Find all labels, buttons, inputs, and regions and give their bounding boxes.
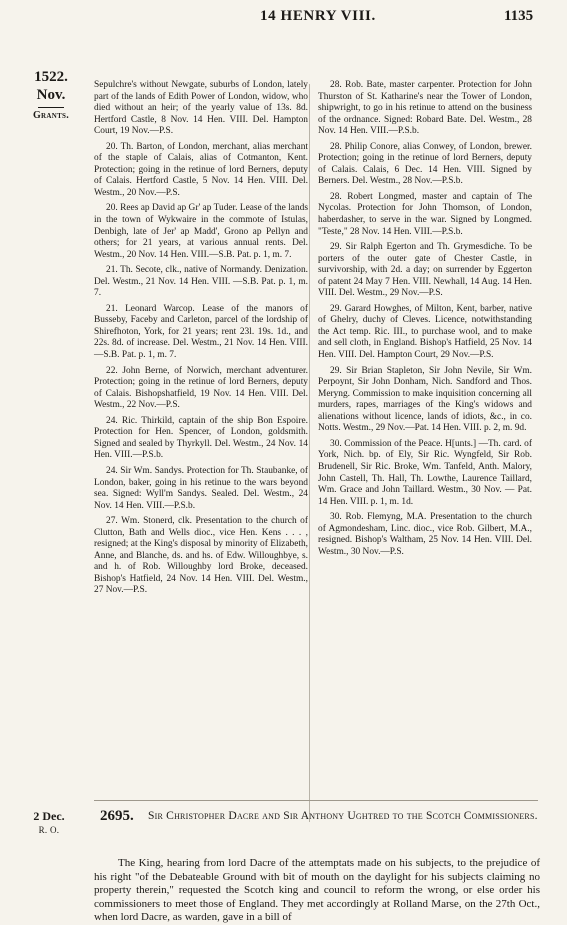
- margin-rule: [38, 107, 64, 108]
- running-head: 14 HENRY VIII.: [260, 8, 376, 24]
- grant-entry: 20. Th. Barton, of London, merchant, alias merchant of the staple of Calais, alias of Cotmanton, Kent. Protection; going in the retinue of lord Berners, deputy of Calais. Hertford Castle, 5 Nov. 14 Hen. VIII. Del. Westm., 20 Nov.—P.S.: [94, 141, 308, 198]
- margin-notes: [16, 68, 86, 121]
- grant-entry: 29. Garard Howghes, of Milton, Kent, barber, native of Ghelry, duchy of Cleves. Licence, notwithstanding the Act temp. Ric. III., to purchase wool, and to make and sell cloth, in England. Bishop's Hatfield, 25 Nov. 14 Hen. VIII. Del. Hampton Court, 29 Nov.—P.S.: [318, 303, 532, 361]
- grant-entry: 29. Sir Ralph Egerton and Th. Grymesdiche. To be porters of the outer gate of Chester Castle, in survivorship, with 2d. a day; on surrender by Eggerton of patent 24 May 7 Hen. VIII. Newhall, 14 Aug. 14 Hen. VIII. Del. Westm., 29 Nov.—P.S.: [318, 242, 532, 299]
- grant-entry: 28. Robert Longmed, master and captain of The Nycolas. Protection for John Thomson, of London, haberdasher, to serve in the war. Signed by Longmed. "Teste," 28 Nov. 14 Hen. VIII.—P.S.b.: [318, 191, 532, 237]
- grant-entry: Sepulchre's without Newgate, suburbs of London, lately part of the lands of Edith Power of London, widow, who died without an heir; of the yearly value of 13s. 8d. Hertford Castle, 8 Nov. 14 Hen. VIII. Del. Hampton Court, 19 Nov.—P.S.: [94, 80, 308, 137]
- section-date: 2 Dec.: [33, 809, 65, 823]
- grant-entry: 21. Th. Secote, clk., native of Normandy. Denization. Del. Westm., 21 Nov. 14 Hen. VIII. —S.B. Pat. p. 1, m. 7.: [94, 265, 308, 299]
- margin-section-label: Grants.: [32, 110, 70, 121]
- grant-entry: 28. Philip Conore, alias Conwey, of London, brewer. Protection; going in the retinue of lord Berners, deputy of Calais. Calais, 6 Dec. 14 Hen. VIII. Signed by Berners. Del. Westm., 28 Nov.—P.S.b.: [318, 141, 532, 187]
- section-divider: [94, 800, 538, 801]
- grant-entry: 20. Rees ap David ap Gr' ap Tuder. Lease of the lands in the town of Wykwaire in the commote of Istulas, Denbigh, late of Jer' ap Madd', Grono ap Pellyn and others; for 21 years, at various annual rents. Del. Westm., 20 Nov. 14 Hen. VIII.—S.B. Pat. p. 1, m. 7.: [94, 203, 308, 260]
- grant-entry: 30. Rob. Flemyng, M.A. Presentation to the church of Agmondesham, Linc. dioc., vice Rob. Gilbert, M.A., resigned. Bishop's Waltham, 25 Nov. 14 Hen. VIII. Del. Westm., 30 Nov.—P.S.: [318, 512, 532, 557]
- section-title: Sir Christopher Dacre and Sir Anthony Ughtred to the Scotch Commissioners.: [148, 809, 538, 822]
- section-number: 2695.: [100, 808, 134, 824]
- right-column: [318, 80, 532, 562]
- section-margin: [14, 808, 84, 836]
- grant-entry: 22. John Berne, of Norwich, merchant adventurer. Protection; going in the retinue of lord Berners, deputy of Calais. Bishopshatfield, 19 Nov. 14 Hen. VIII. Del. Westm., 22 Nov.—P.S.: [94, 365, 308, 411]
- section-reference: R. O.: [38, 825, 60, 835]
- grant-entry: 27. Wm. Stonerd, clk. Presentation to the church of Clutton, Bath and Wells dioc., vice Hen. Kens . . . , resigned; at the King's disposal by minority of Elizabeth, Anne, and Blanche, ds. and hs. of Edw. Willoughbye, s. and h. of Rob. Willoughby lord Broke, deceased. Bishop's Hatfield, 24 Nov. 14 Hen. VIII. Del. Westm., 27 Nov.—P.S.: [94, 516, 308, 596]
- column-divider: [309, 84, 310, 822]
- grant-entry: 28. Rob. Bate, master carpenter. Protection for John Thurston of St. Katharine's near the Tower of London, shipwright, to go in his retinue to attend on the business of the ordnance. Signed: Robard Bate. Del. Westm., 28 Nov. 14 Hen. VIII.—P.S.b.: [318, 80, 532, 137]
- page-number: 1135: [504, 8, 534, 24]
- grant-entry: 30. Commission of the Peace. H[unts.] —Th. card. of York, Nich. bp. of Ely, Sir Ric. Wyngfeld, Sir Rob. Brudenell, Sir Ric. Broke, Wm. Tanfeld, Anth. Malory, John Castell, Th. Hall, Th. Lowthe, Laurence Taillard, Wm. Grace and John Taillard. Westm., 30 Nov. — Pat. 14 Hen. VIII. p. 1, m. 1d.: [318, 438, 532, 507]
- margin-month: Nov.: [36, 87, 66, 103]
- margin-year: 1522.: [34, 69, 68, 85]
- left-column: [94, 80, 308, 601]
- grant-entry: 24. Ric. Thirkild, captain of the ship Bon Espoire. Protection for Hen. Spencer, of London, goldsmith. Signed and sealed by Thyrkyll. Del. Westm., 24 Nov. 14 Hen. VIII.—P.S.b.: [94, 415, 308, 461]
- grant-entry: 21. Leonard Warcop. Lease of the manors of Busseby, Faceby and Carleton, parcel of the lordship of Shirefhoton, York, for 21 years; rent 23l. 19s. 1d., and 22s. 8d. of increase. Del. Westm., 21 Nov. 14 Hen. VIII. —S.B. Pat. p. 1, m. 7.: [94, 303, 308, 361]
- page-header: [0, 0, 567, 34]
- grant-entry: 24. Sir Wm. Sandys. Protection for Th. Staubanke, of London, baker, going in his retinue to the wars beyond sea. Signed: Wyll'm Sandys. Sealed. Del. Westm., 24 Nov. 14 Hen. VIII.—P.S.b.: [94, 465, 308, 511]
- section-body: The King, hearing from lord Dacre of the attemptats made on his subjects, to the prejudice of his right "of the Debateable Ground with bit of mouth on the daylight for his subjects claiming no property therein," requested the Scotch king and council to reform the wrong, or else order his commissioners to meet those of England. They met accordingly at Rolland Marse, on the 27th Oct., when lord Dacre, as warden, gave in a bill of: [94, 857, 540, 924]
- grant-entry: 29. Sir Brian Stapleton, Sir John Nevile, Sir Wm. Perpoynt, Sir John Donham, Nich. Sandford and Thos. Meryng. Commission to make inquisition concerning all murders, rapes, marriages of the King's widows and alienations without licence, lands of idiots, &c., in co. Notts. Westm., 29 Nov.—Pat. 14 Hen. VIII. p. 2, m. 9d.: [318, 365, 532, 434]
